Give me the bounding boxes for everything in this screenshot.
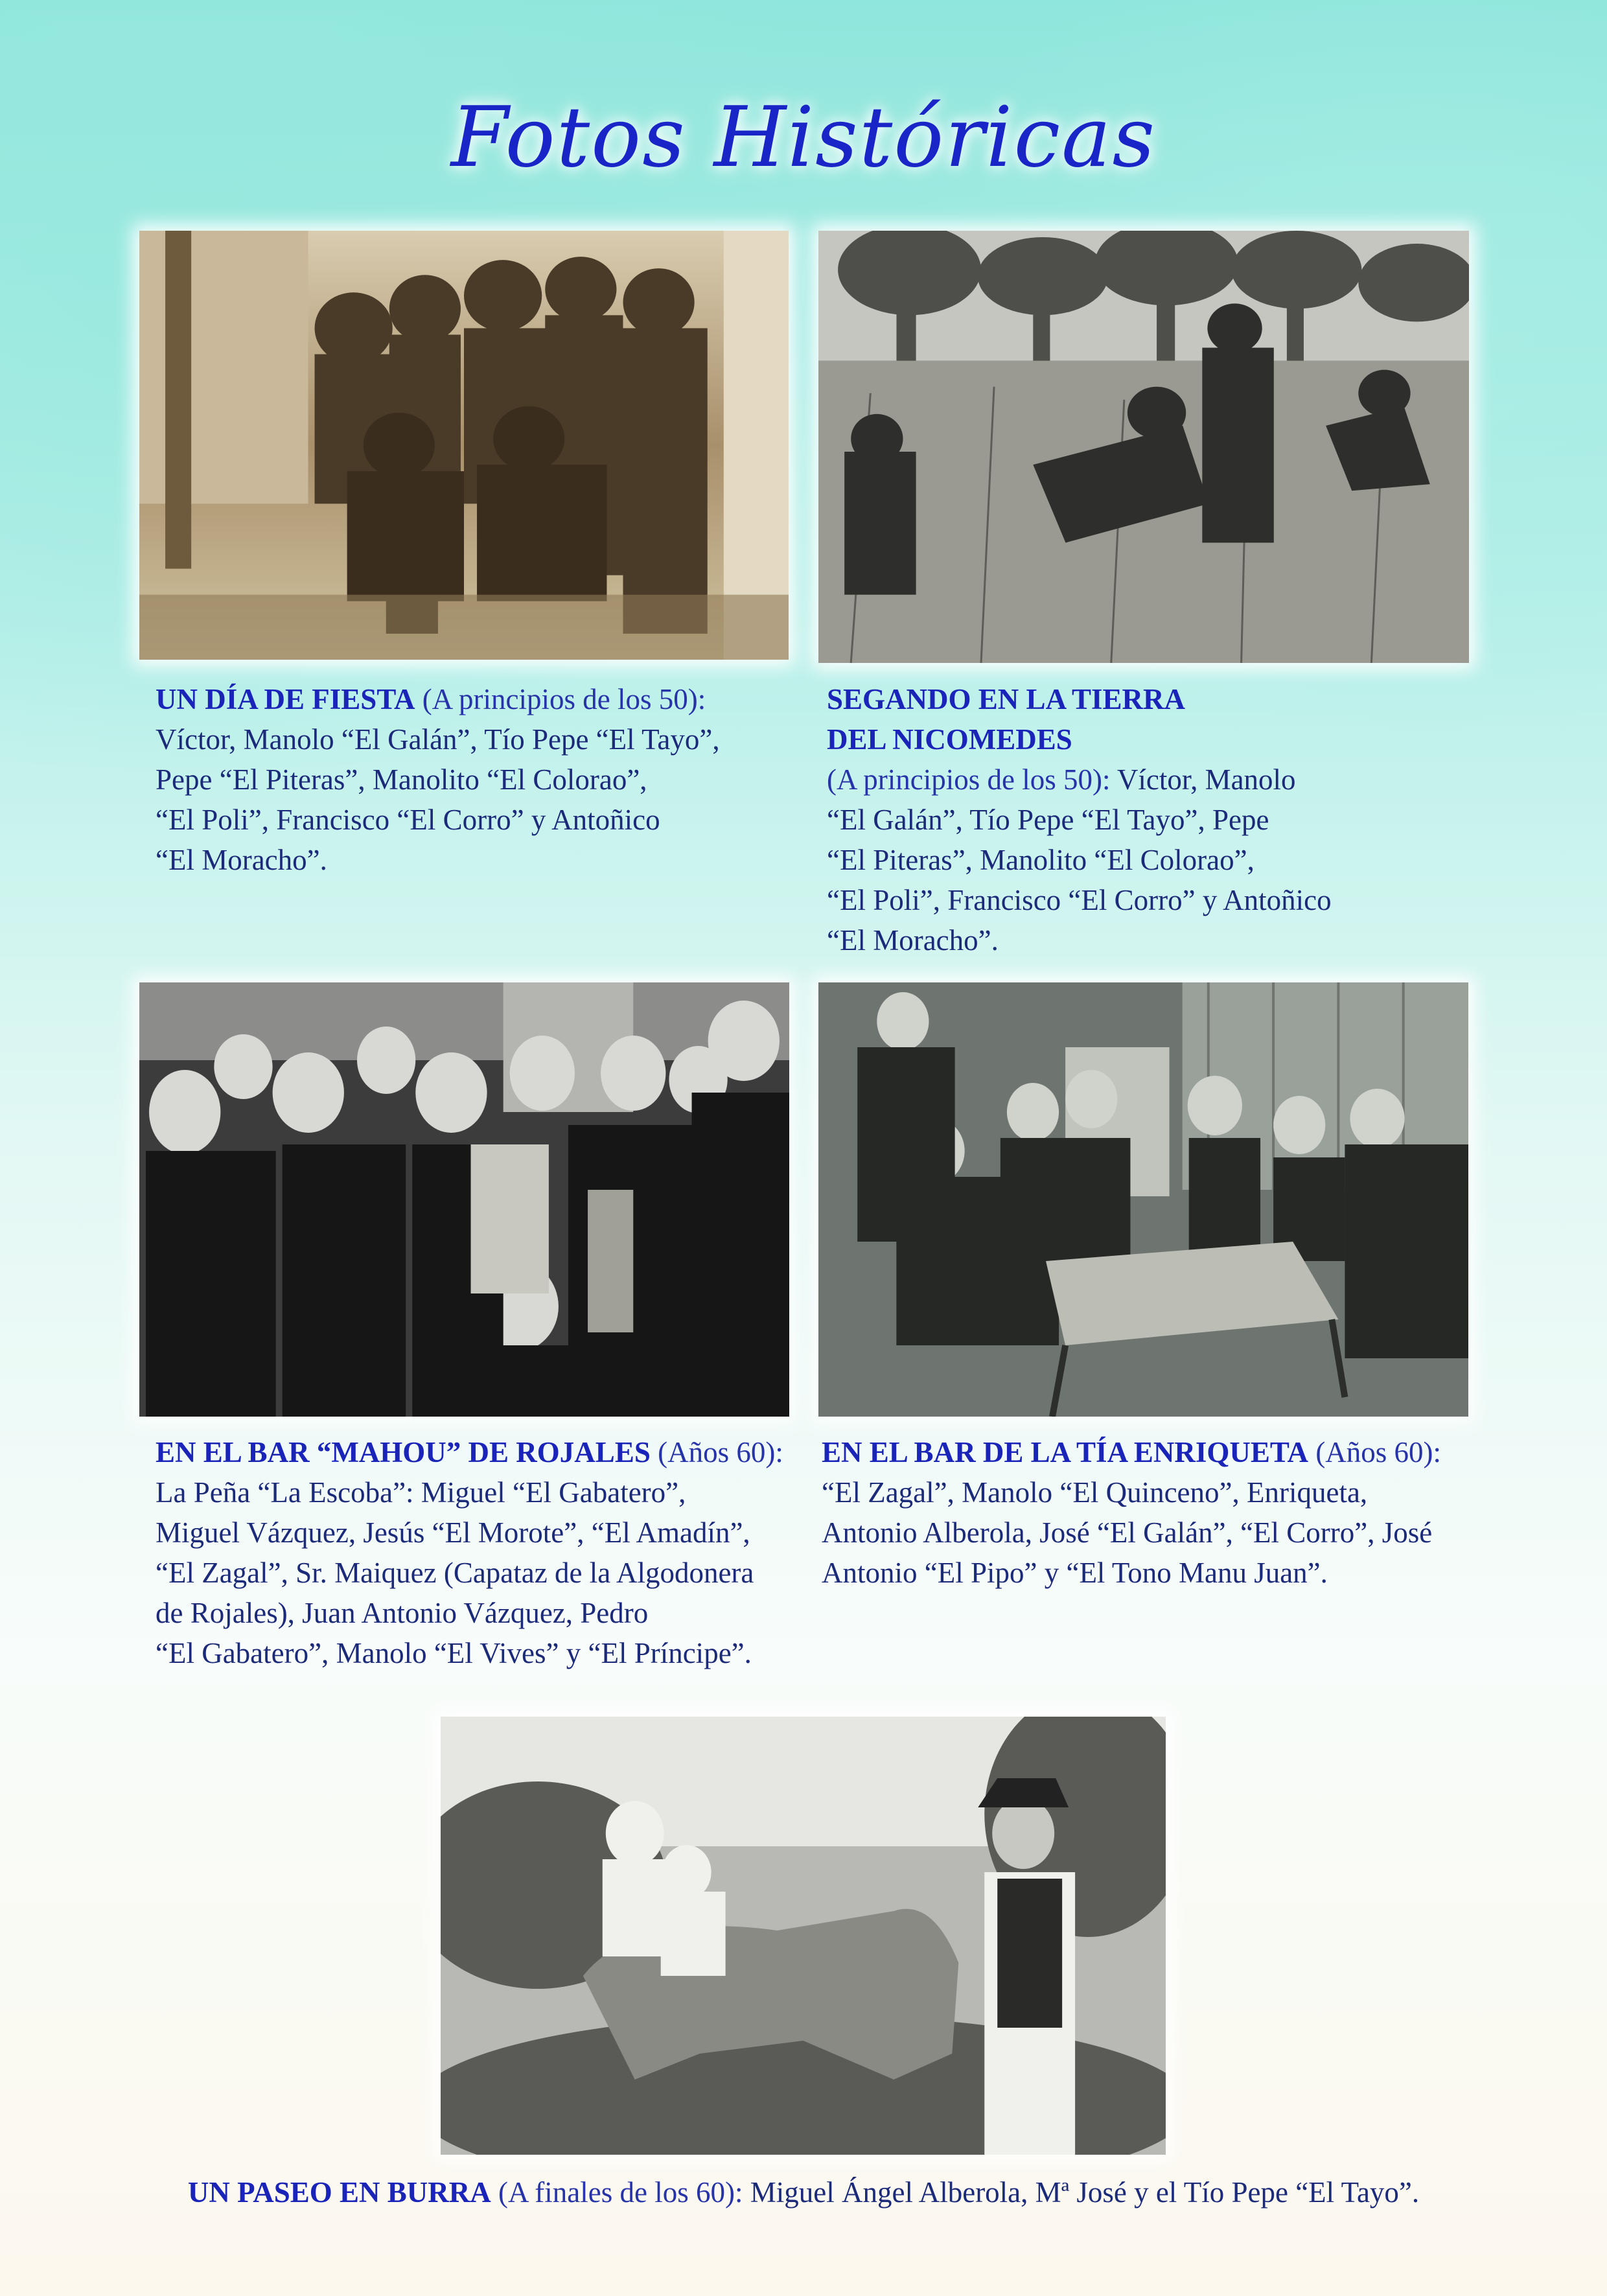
caption-line: Víctor, Manolo: [1116, 763, 1296, 796]
caption-line: “El Moracho”.: [827, 924, 999, 957]
photo-bar-enriqueta: [818, 982, 1468, 1417]
caption-line: “El Zagal”, Sr. Maiquez (Capataz de la Algodonera: [156, 1557, 754, 1589]
caption-heading: DEL NICOMEDES: [827, 723, 1072, 756]
caption-line: “El Gabatero”, Manolo “El Vives” y “El Príncipe”.: [156, 1637, 752, 1669]
caption-date: (A finales de los 60):: [498, 2176, 743, 2209]
caption-heading: EN EL BAR “MAHOU” DE ROJALES: [156, 1436, 651, 1468]
caption-heading: UN DÍA DE FIESTA: [156, 683, 415, 715]
caption-line: La Peña “La Escoba”: Miguel “El Gabatero”,: [156, 1476, 686, 1509]
caption-heading: SEGANDO EN LA TIERRA: [827, 683, 1186, 715]
photo-segando: [818, 231, 1469, 663]
caption-segando: [827, 679, 1475, 960]
caption-line: Víctor, Manolo “El Galán”, Tío Pepe “El Tayo”,: [156, 723, 720, 756]
caption-line: Miguel Vázquez, Jesús “El Morote”, “El Amadín”,: [156, 1516, 750, 1549]
caption-line: Pepe “El Piteras”, Manolito “El Colorao”,: [156, 763, 647, 796]
caption-line: “El Poli”, Francisco “El Corro” y Antoñico: [827, 884, 1332, 916]
page-title: Fotos Históricas: [450, 89, 1157, 186]
caption-heading: EN EL BAR DE LA TÍA ENRIQUETA: [822, 1436, 1309, 1468]
photo-bar-mahou: [139, 982, 789, 1417]
caption-date: (Años 60):: [658, 1436, 783, 1468]
caption-date: (A principios de los 50):: [827, 763, 1111, 796]
caption-line: “El Poli”, Francisco “El Corro” y Antoñico: [156, 804, 660, 836]
photo-paseo-en-burra: [441, 1717, 1166, 2155]
photo-dia-de-fiesta: [139, 231, 789, 660]
caption-line: de Rojales), Juan Antonio Vázquez, Pedro: [156, 1597, 649, 1629]
caption-bar-mahou: [156, 1432, 804, 1673]
caption-heading: UN PASEO EN BURRA: [187, 2176, 491, 2209]
caption-line: “El Galán”, Tío Pepe “El Tayo”, Pepe: [827, 804, 1269, 836]
caption-line: Antonio Alberola, José “El Galán”, “El Corro”, José: [822, 1516, 1433, 1549]
caption-dia-de-fiesta: [156, 679, 797, 880]
caption-paseo-en-burra: [0, 2172, 1607, 2212]
caption-date: (Años 60):: [1315, 1436, 1442, 1468]
caption-bar-enriqueta: [822, 1432, 1470, 1593]
caption-line: “El Moracho”.: [156, 844, 327, 876]
caption-date: (A principios de los 50):: [422, 683, 706, 715]
caption-line: “El Zagal”, Manolo “El Quinceno”, Enriqueta,: [822, 1476, 1368, 1509]
caption-line: Miguel Ángel Alberola, Mª José y el Tío Pepe “El Tayo”.: [750, 2176, 1420, 2209]
caption-line: Antonio “El Pipo” y “El Tono Manu Juan”.: [822, 1557, 1328, 1589]
caption-line: “El Piteras”, Manolito “El Colorao”,: [827, 844, 1254, 876]
